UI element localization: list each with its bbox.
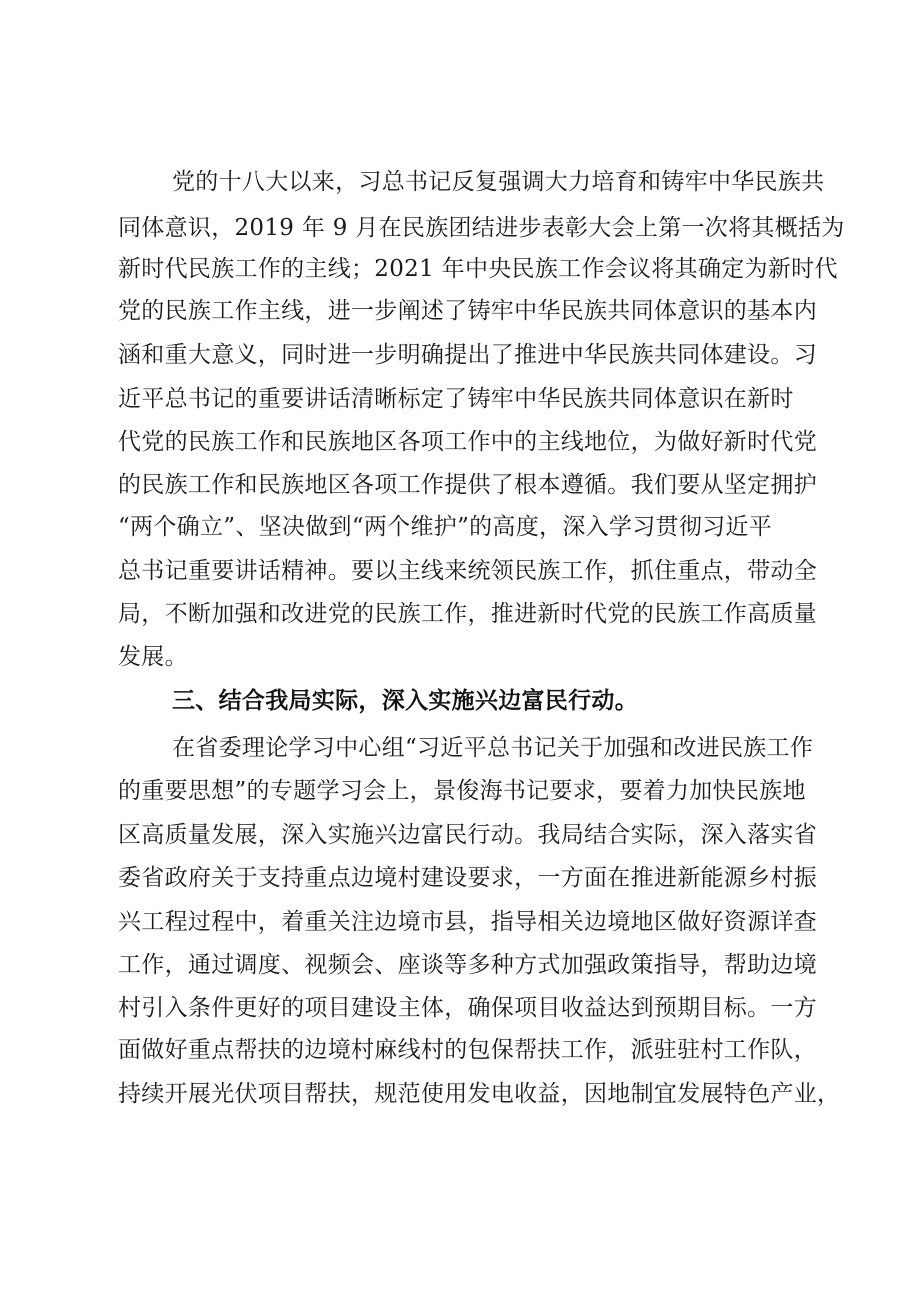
paragraph-1-line-3: 新时代民族工作的主线；2021 年中央民族工作会议将其确定为新时代	[118, 256, 838, 282]
paragraph-2-line-6: 工作，通过调度、视频会、座谈等多种方式加强政策指导，帮助边境	[118, 952, 817, 978]
paragraph-2-line-4: 委省政府关于支持重点边境村建设要求，一方面在推进新能源乡村振	[118, 865, 817, 891]
paragraph-1-line-5: 涵和重大意义，同时进一步明确提出了推进中华民族共同体建设。习	[118, 342, 817, 368]
paragraph-1-line-2: 同体意识，2019 年 9 月在民族团结进步表彰大会上第一次将其概括为	[118, 215, 845, 241]
paragraph-2-line-3: 区高质量发展，深入实施兴边富民行动。我局结合实际，深入落实省	[118, 822, 817, 848]
paragraph-1-line-4: 党的民族工作主线，进一步阐述了铸牢中华民族共同体意识的基本内	[118, 298, 817, 324]
paragraph-2-line-9: 持续开展光伏项目帮扶，规范使用发电收益，因地制宜发展特色产业，	[118, 1081, 841, 1107]
paragraph-2-line-7: 村引入条件更好的项目建设主体，确保项目收益达到预期目标。一方	[118, 995, 817, 1021]
paragraph-1-line-10: 总书记重要讲话精神。要以主线来统领民族工作，抓住重点，带动全	[118, 558, 817, 584]
paragraph-2-line-8: 面做好重点帮扶的边境村麻线村的包保帮扶工作，派驻驻村工作队，	[118, 1037, 817, 1063]
paragraph-1-line-1: 党的十八大以来，习总书记反复强调大力培育和铸牢中华民族共	[172, 169, 825, 195]
paragraph-2-line-1: 在省委理论学习中心组“习近平总书记关于加强和改进民族工作	[172, 735, 814, 761]
paragraph-1-line-9: “两个确立”、坚决做到“两个维护”的高度，深入学习贯彻习近平	[118, 514, 773, 540]
paragraph-1-line-6: 近平总书记的重要讲话清晰标定了铸牢中华民族共同体意识在新时	[118, 386, 794, 412]
paragraph-1-line-7: 代党的民族工作和民族地区各项工作中的主线地位，为做好新时代党	[118, 429, 817, 455]
paragraph-1-line-12: 发展。	[118, 644, 188, 670]
paragraph-2-line-5: 兴工程过程中，着重关注边境市县，指导相关边境地区做好资源详查	[118, 909, 817, 935]
paragraph-1-line-11: 局，不断加强和改进党的民族工作，推进新时代党的民族工作高质量	[118, 601, 817, 627]
paragraph-2-line-2: 的重要思想”的专题学习会上，景俊海书记要求，要着力加快民族地	[118, 778, 806, 804]
section-heading-3: 三、结合我局实际，深入实施兴边富民行动。	[172, 688, 638, 714]
paragraph-1-line-8: 的民族工作和民族地区各项工作提供了根本遵循。我们要从坚定拥护	[118, 472, 817, 498]
